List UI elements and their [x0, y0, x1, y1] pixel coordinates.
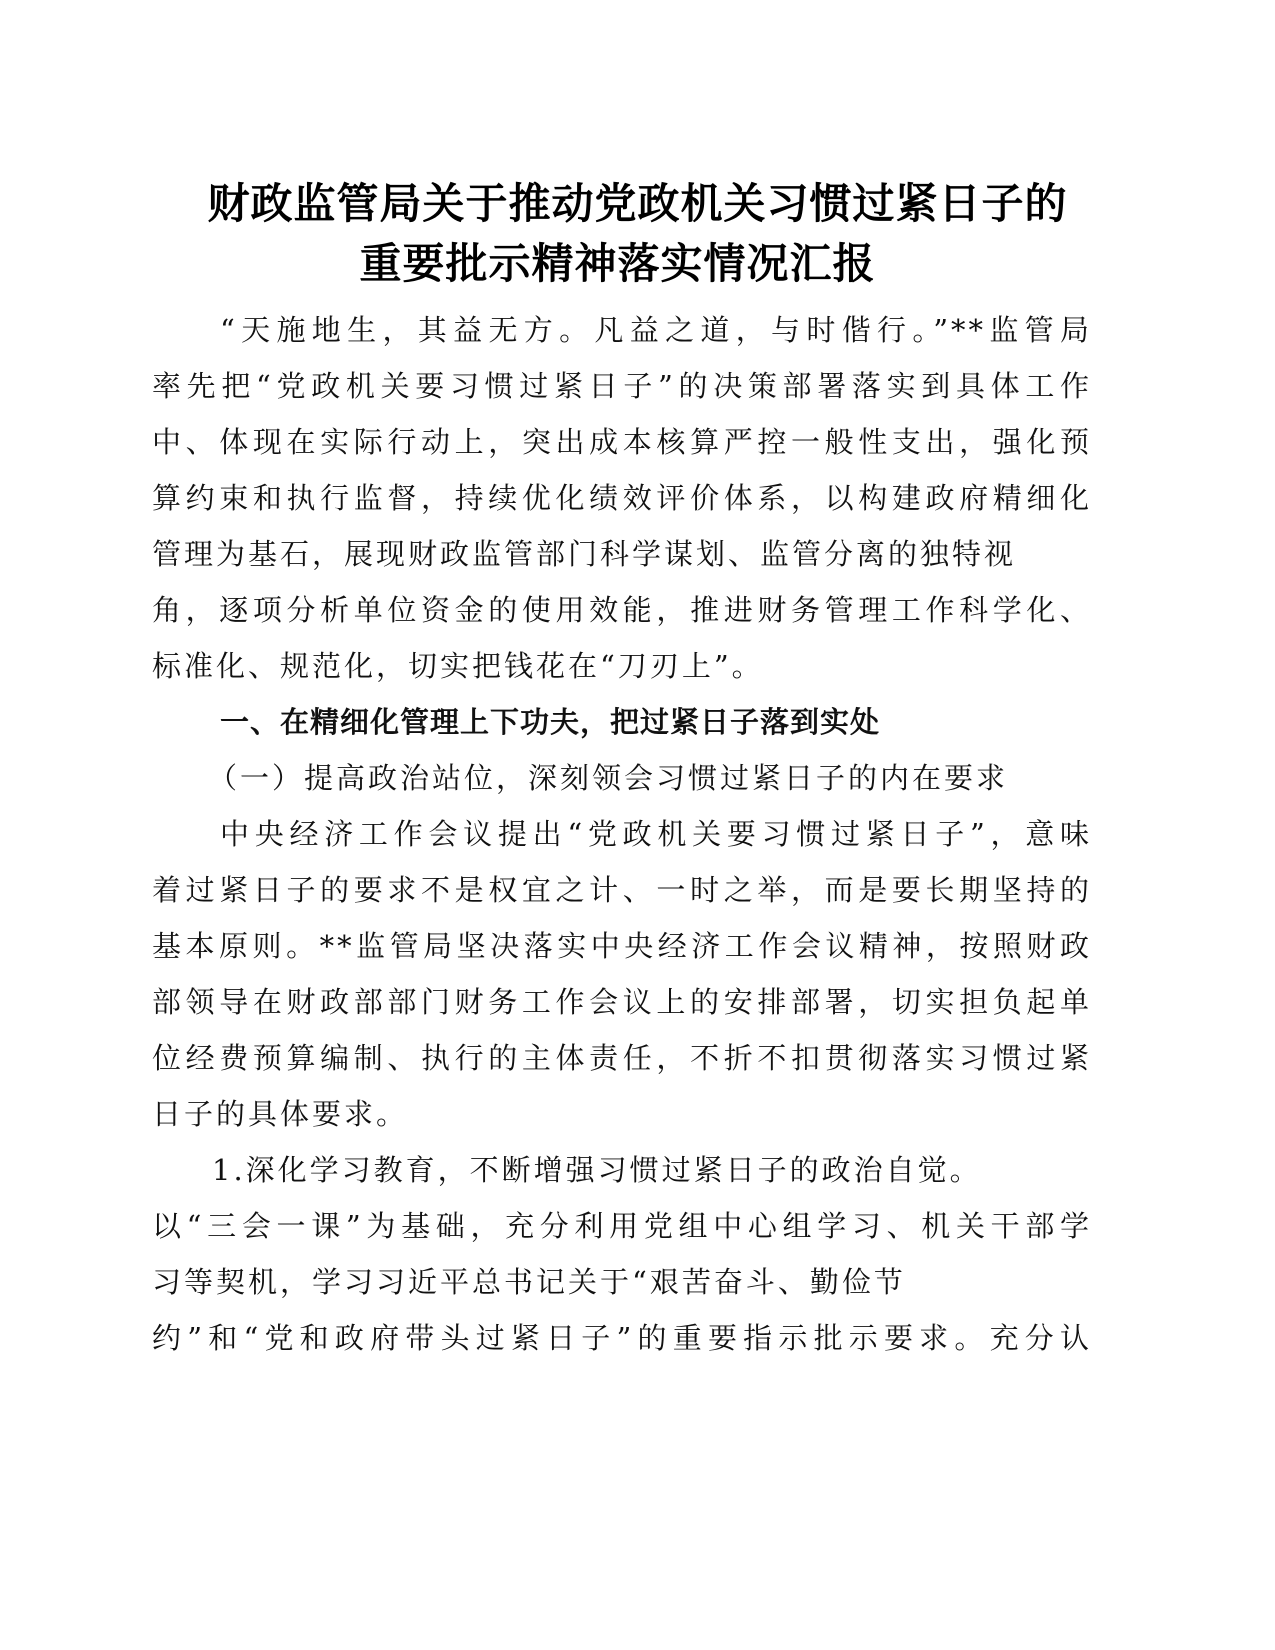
paragraph-line: 着过紧日子的要求不是权宜之计、一时之举，而是要长期坚持的 [152, 873, 1092, 907]
item-line: 以“三会一课”为基础，充分利用党组中心组学习、机关干部学 [152, 1209, 1092, 1243]
paragraph-line: 基本原则。**监管局坚决落实中央经济工作会议精神，按照财政 [152, 929, 1092, 963]
document-title-line-2: 重要批示精神落实情况汇报 [359, 239, 876, 288]
intro-line: 角，逐项分析单位资金的使用效能，推进财务管理工作科学化、 [152, 593, 1092, 627]
intro-line: “天施地生，其益无方。凡益之道，与时偕行。”**监管局 [220, 313, 1092, 347]
intro-line: 管理为基石，展现财政监管部门科学谋划、监管分离的独特视 [152, 537, 1017, 571]
intro-line: 中、体现在实际行动上，突出成本核算严控一般性支出，强化预 [152, 425, 1092, 459]
item-line: 习等契机，学习习近平总书记关于“艰苦奋斗、勤俭节 [152, 1265, 906, 1299]
intro-line: 算约束和执行监督，持续优化绩效评价体系，以构建政府精细化 [152, 481, 1092, 515]
item-line: 约”和“党和政府带头过紧日子”的重要指示批示要求。充分认 [152, 1321, 1092, 1355]
document-title-line-1: 财政监管局关于推动党政机关习惯过紧日子的 [207, 179, 1068, 228]
section-heading: 一、在精细化管理上下功夫，把过紧日子落到实处 [220, 705, 881, 739]
item-heading: 1.深化学习教育，不断增强习惯过紧日子的政治自觉。 [212, 1153, 982, 1187]
paragraph-line: 日子的具体要求。 [152, 1097, 409, 1131]
subsection-heading: （一）提高政治站位，深刻领会习惯过紧日子的内在要求 [208, 761, 1009, 795]
intro-line: 率先把“党政机关要习惯过紧日子”的决策部署落实到具体工作 [152, 369, 1092, 403]
paragraph-line: 中央经济工作会议提出“党政机关要习惯过紧日子”，意味 [220, 817, 1092, 851]
paragraph-line: 部领导在财政部部门财务工作会议上的安排部署，切实担负起单 [152, 985, 1092, 1019]
intro-line: 标准化、规范化，切实把钱花在“刀刃上”。 [152, 649, 764, 683]
paragraph-line: 位经费预算编制、执行的主体责任，不折不扣贯彻落实习惯过紧 [152, 1041, 1092, 1075]
